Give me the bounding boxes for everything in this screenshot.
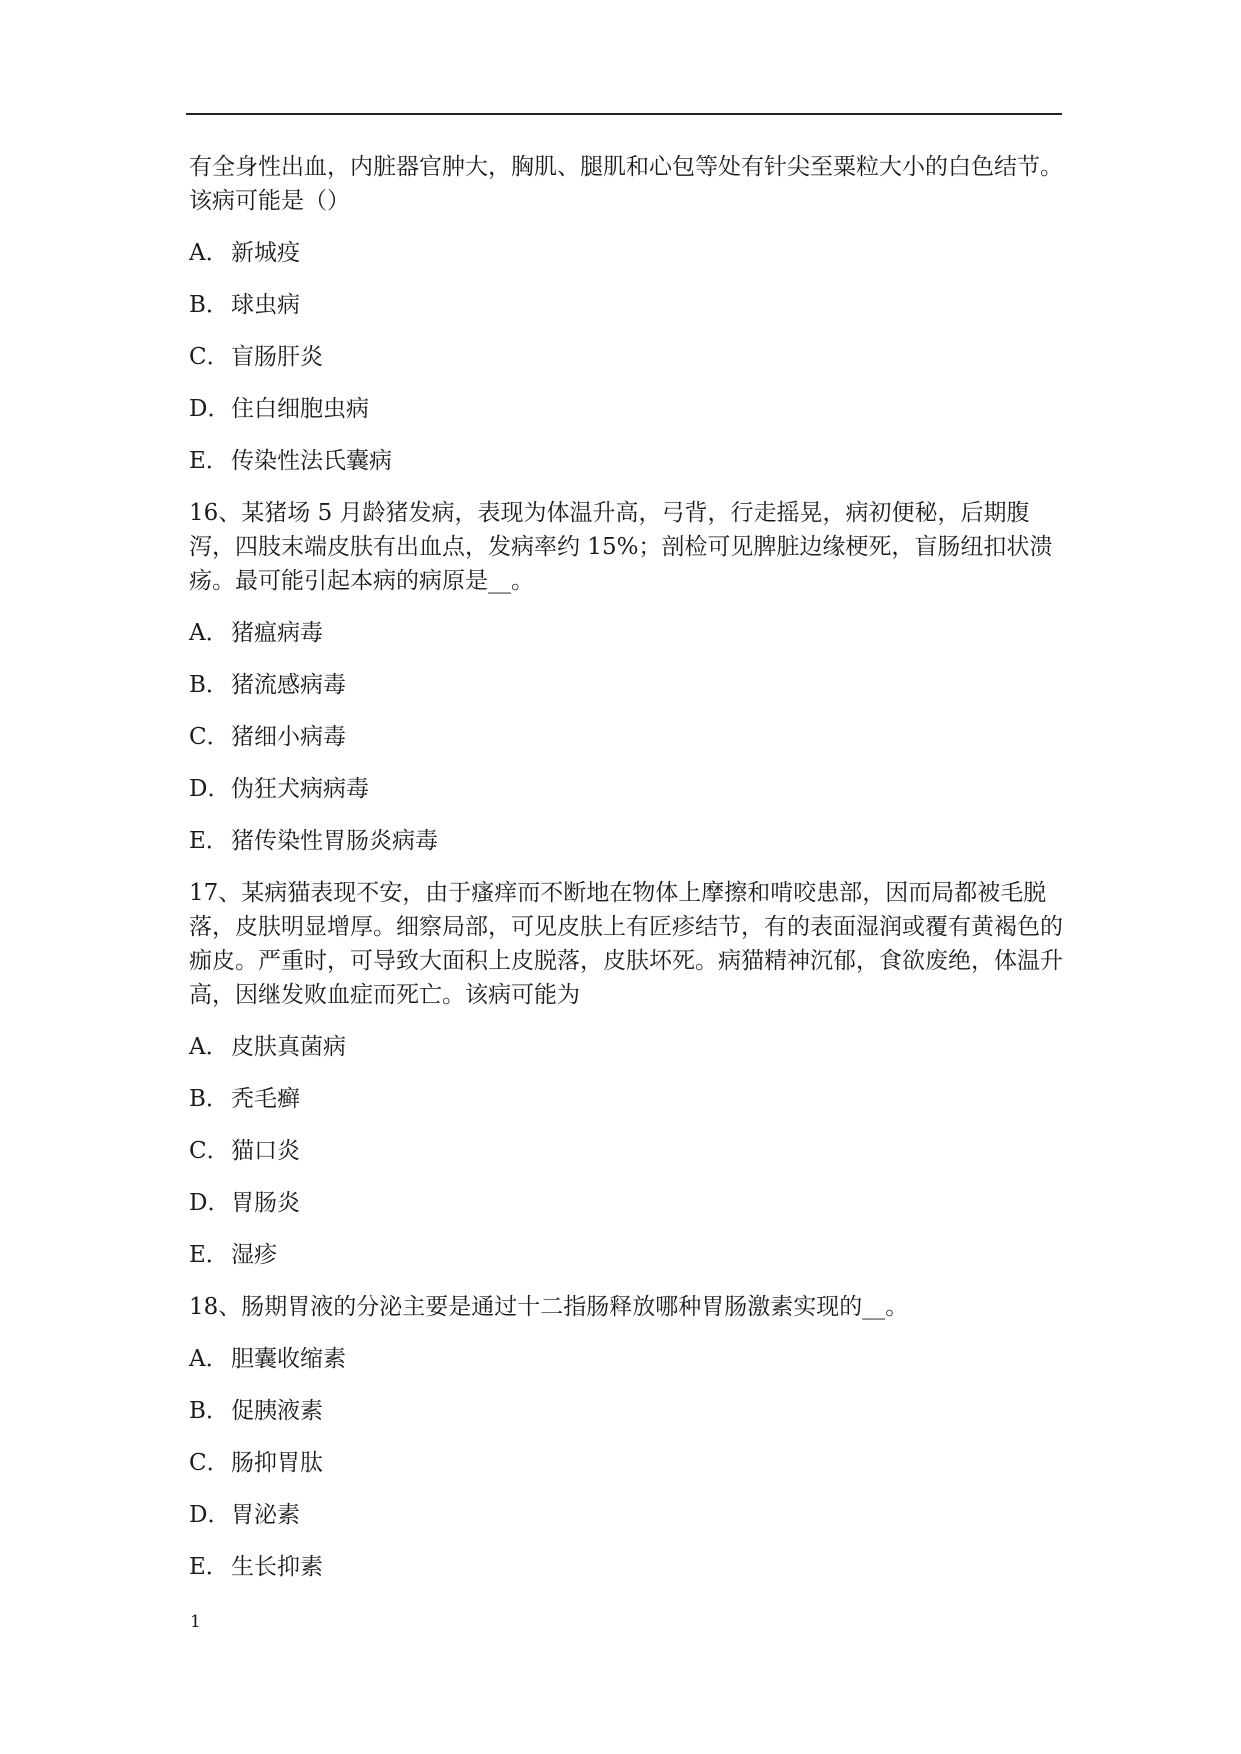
option-item xyxy=(189,1342,1069,1376)
option-letter: E． xyxy=(189,828,229,854)
option-text: 猪传染性胃肠炎病毒 xyxy=(231,828,438,854)
option-letter: D． xyxy=(189,1190,231,1216)
option-item xyxy=(189,1030,1069,1064)
option-item xyxy=(189,668,1069,702)
option-item xyxy=(189,392,1069,426)
option-letter: B． xyxy=(189,1398,229,1424)
option-text: 传染性法氏囊病 xyxy=(231,448,392,474)
option-item xyxy=(189,720,1069,754)
option-letter: C． xyxy=(189,1450,230,1476)
question-17: 17、某病猫表现不安，由于瘙痒而不断地在物体上摩擦和啃咬患部，因而局都被毛脱落，皮肤明显增厚。细察局部，可见皮肤上有匠疹结节，有的表面湿润或覆有黄褐色的痂皮。严重时，可导致大面积上皮脱落，皮肤坏死。病猫精神沉郁，食欲废绝，体温升高，因继发败血症而死亡。该病可能为 xyxy=(189,880,1063,1008)
option-text: 猪瘟病毒 xyxy=(231,620,323,646)
question-16: 16、某猪场 5 月龄猪发病，表现为体温升高，弓背，行走摇晃，病初便秘，后期腹泻，四肢末端皮肤有出血点，发病率约 15%；剖检可见脾脏边缘梗死，盲肠纽扣状溃疡。最可能引起本病的病原是__。 xyxy=(189,500,1053,594)
option-letter: B． xyxy=(189,672,229,698)
option-letter: A． xyxy=(189,620,229,646)
question-15-continuation: 有全身性出血，内脏器官肿大，胸肌、腿肌和心包等处有针尖至粟粒大小的白色结节。该病可能是（） xyxy=(189,154,1063,214)
option-item xyxy=(189,772,1069,806)
option-letter: C． xyxy=(189,344,230,370)
option-text: 猪细小病毒 xyxy=(231,724,346,750)
option-letter: D． xyxy=(189,1502,231,1528)
option-text: 皮肤真菌病 xyxy=(231,1034,346,1060)
option-text: 胃泌素 xyxy=(231,1502,300,1528)
option-letter: E． xyxy=(189,1242,229,1268)
option-text: 住白细胞虫病 xyxy=(231,396,369,422)
option-text: 伪狂犬病病毒 xyxy=(231,776,369,802)
header-rule xyxy=(186,113,1062,115)
page-number: 1 xyxy=(190,1612,201,1632)
option-item xyxy=(189,1134,1069,1168)
option-text: 球虫病 xyxy=(231,292,300,318)
option-letter: A． xyxy=(189,1346,229,1372)
option-letter: A． xyxy=(189,240,229,266)
option-letter: D． xyxy=(189,396,231,422)
option-letter: A． xyxy=(189,1034,229,1060)
option-letter: B． xyxy=(189,1086,229,1112)
option-text: 胃肠炎 xyxy=(231,1190,300,1216)
option-item xyxy=(189,616,1069,650)
option-text: 盲肠肝炎 xyxy=(231,344,323,370)
option-item xyxy=(189,1498,1069,1532)
option-letter: D． xyxy=(189,776,231,802)
option-item xyxy=(189,288,1069,322)
option-item xyxy=(189,1238,1069,1272)
option-text: 湿疹 xyxy=(231,1242,277,1268)
option-text: 秃毛癣 xyxy=(231,1086,300,1112)
option-text: 猫口炎 xyxy=(231,1138,300,1164)
option-item xyxy=(189,340,1069,374)
option-letter: B． xyxy=(189,292,229,318)
option-item xyxy=(189,1394,1069,1428)
option-item xyxy=(189,444,1069,478)
option-item xyxy=(189,824,1069,858)
option-item xyxy=(189,1082,1069,1116)
option-text: 生长抑素 xyxy=(231,1554,323,1580)
option-item xyxy=(189,1446,1069,1480)
option-item xyxy=(189,236,1069,270)
option-item xyxy=(189,1550,1069,1584)
question-18: 18、肠期胃液的分泌主要是通过十二指肠释放哪种胃肠激素实现的__。 xyxy=(189,1294,909,1320)
option-text: 促胰液素 xyxy=(231,1398,323,1424)
option-letter: E． xyxy=(189,448,229,474)
option-text: 胆囊收缩素 xyxy=(231,1346,346,1372)
option-text: 肠抑胃肽 xyxy=(231,1450,323,1476)
option-letter: E． xyxy=(189,1554,229,1580)
page-content xyxy=(189,150,1069,1602)
option-text: 新城疫 xyxy=(231,240,300,266)
option-text: 猪流感病毒 xyxy=(231,672,346,698)
option-letter: C． xyxy=(189,1138,230,1164)
option-letter: C． xyxy=(189,724,230,750)
option-item xyxy=(189,1186,1069,1220)
